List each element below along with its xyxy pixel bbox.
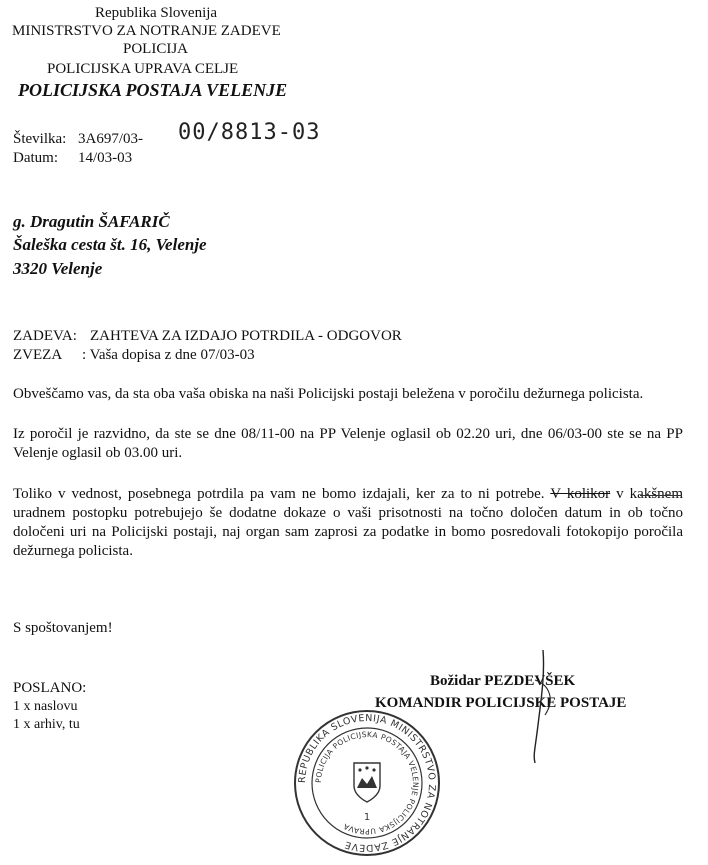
header-uprava: POLICIJSKA UPRAVA CELJE	[47, 61, 239, 77]
zveza-value: : Vaša dopisa z dne 07/03-03	[82, 347, 255, 363]
zadeva-value: ZAHTEVA ZA IZDAJO POTRDILA - ODGOVOR	[90, 328, 402, 344]
poslano-item-2: 1 x arhiv, tu	[13, 717, 80, 732]
official-stamp-icon	[292, 708, 442, 858]
body-p3-part-a: Toliko v vednost, posebnega potrdila pa vam ne bomo izdajali, ker za to ni potrebe.	[13, 486, 545, 502]
header-ministry: MINISTRSTVO ZA NOTRANJE ZADEVE	[12, 23, 281, 39]
stamp-inner-text: POLICIJA POLICIJSKA POSTAJA VELENJE POLICIJSKA UPRAVA	[313, 729, 421, 837]
recipient-street: Šaleška cesta št. 16, Velenje	[13, 235, 207, 254]
stamp-outer-text: REPUBLIKA SLOVENIJA MINISTRSTVO ZA NOTRANJE ZADEVE	[296, 712, 438, 854]
margin-stroke	[640, 495, 682, 496]
body-p3-strike: V kolikor	[550, 486, 611, 502]
header-postaja: POLICIJSKA POSTAJA VELENJE	[18, 80, 288, 100]
body-paragraph-1: Obveščamo vas, da sta oba vaša obiska na naši Policijski postaji beležena v poročilu dežurnega policista.	[13, 386, 644, 402]
body-p3-part-c: v kakšnem uradnem postopku potrebujejo še dodatne dokaze o vaši prisotnosti na točno določen datum in ob točno določeni uri na Policijski postaji, naj organ sam zaprosi za podatke in bomo posredovali fotokopijo poročila dežurnega policista.	[13, 486, 683, 559]
signature-icon	[505, 645, 575, 765]
ref-number-handwritten: 00/8813-03	[178, 120, 321, 145]
signer-name: Božidar PEZDEVŠEK	[430, 673, 576, 689]
poslano-item-1: 1 x naslovu	[13, 699, 78, 714]
ref-date-label: Datum:	[13, 150, 58, 166]
header-republic: Republika Slovenija	[95, 5, 218, 21]
ref-number-label: Številka:	[13, 131, 67, 147]
body-paragraph-2: Iz poročil je razvidno, da ste se dne 08/11-00 na PP Velenje oglasil ob 02.20 uri, dne 06/03-00 ste se na PP Velenje oglasil ob 03.00 uri.	[13, 426, 683, 461]
poslano-title: POSLANO:	[13, 680, 87, 696]
body-paragraph-3	[13, 485, 683, 561]
recipient-city: 3320 Velenje	[13, 259, 103, 278]
recipient-name: g. Dragutin ŠAFARIČ	[13, 212, 170, 231]
stamp-number: 1	[363, 812, 371, 823]
closing-greeting: S spoštovanjem!	[13, 620, 113, 636]
zveza-label: ZVEZA	[13, 347, 63, 363]
signer-title: KOMANDIR POLICIJSKE POSTAJE	[375, 695, 627, 711]
ref-number-value: 3A697/03-	[78, 131, 143, 147]
zadeva-label: ZADEVA:	[13, 328, 77, 344]
header-police: POLICIJA	[123, 41, 189, 57]
ref-date-value: 14/03-03	[78, 150, 133, 166]
